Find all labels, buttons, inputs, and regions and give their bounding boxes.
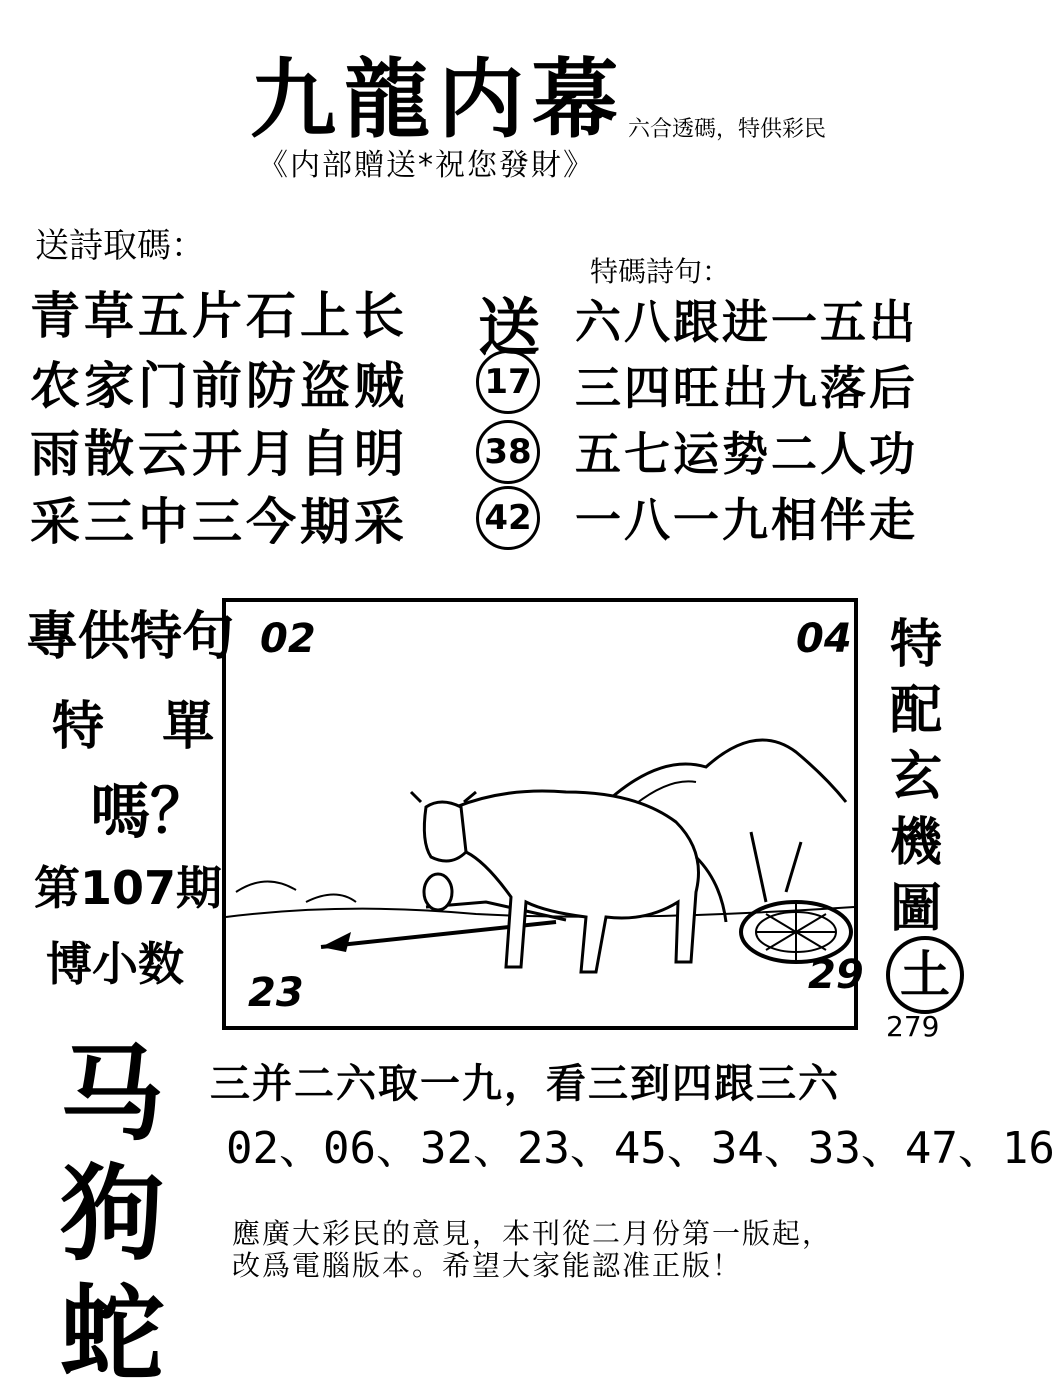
poem-line: 采三中三今期采: [30, 493, 408, 551]
poem-line: 青草五片石上长: [30, 287, 408, 345]
poem-heading: 送詩取碼：: [35, 226, 205, 266]
special-poem-heading: 特碼詩句：: [590, 255, 731, 288]
special-poem-line: 六八跟进一五出: [575, 295, 918, 349]
corner-number-bottom-left: 23: [248, 970, 304, 1016]
right-column-char: 配: [890, 681, 943, 741]
code-number: 279: [886, 1010, 940, 1043]
circled-number: 17: [476, 350, 540, 414]
send-char: 送: [478, 291, 541, 364]
issue-number: 第107期: [34, 861, 223, 915]
subtitle: 《内部贈送*祝您發財》: [258, 148, 595, 183]
element-badge: 土: [886, 936, 964, 1014]
corner-number-bottom-right: 29: [808, 952, 864, 998]
odd-even-label: 特 單: [52, 697, 235, 757]
right-column-char: 圖: [890, 879, 943, 939]
tagline-right: 六合透碼，特供彩民: [628, 117, 827, 142]
special-poem-line: 三四旺出九落后: [575, 361, 918, 415]
poem-line: 雨散云开月自明: [30, 425, 408, 483]
poem-line: 农家门前防盗贼: [30, 357, 408, 415]
zodiac-char: 马: [60, 1033, 165, 1155]
right-column-char: 玄: [890, 747, 943, 807]
right-column-char: 機: [890, 813, 943, 873]
special-poem-line: 五七运势二人功: [575, 427, 918, 481]
special-sentence-heading: 專供特句: [26, 607, 235, 667]
page-title: 九龍内幕: [250, 50, 626, 150]
circled-number: 38: [476, 420, 540, 484]
ox-drawing: [226, 602, 854, 1026]
circled-number: 42: [476, 486, 540, 550]
question-label: 嗎？: [90, 777, 210, 847]
ox-illustration: [222, 598, 864, 1030]
hint-label: 博小数: [46, 937, 184, 991]
right-column-char: 特: [890, 615, 943, 675]
notice-line: 改爲電腦版本。希望大家能認准正版！: [232, 1249, 743, 1282]
hint-phrase: 三并二六取一九，看三到四跟三六: [210, 1061, 840, 1107]
zodiac-char: 蛇: [60, 1273, 165, 1395]
corner-number-top-right: 04: [796, 616, 852, 662]
zodiac-char: 狗: [60, 1153, 165, 1275]
number-list: 02、06、32、23、45、34、33、47、16: [226, 1123, 1055, 1174]
corner-number-top-left: 02: [260, 616, 316, 662]
special-poem-line: 一八一九相伴走: [575, 493, 918, 547]
notice-line: 應廣大彩民的意見，本刊從二月份第一版起，: [232, 1217, 833, 1250]
